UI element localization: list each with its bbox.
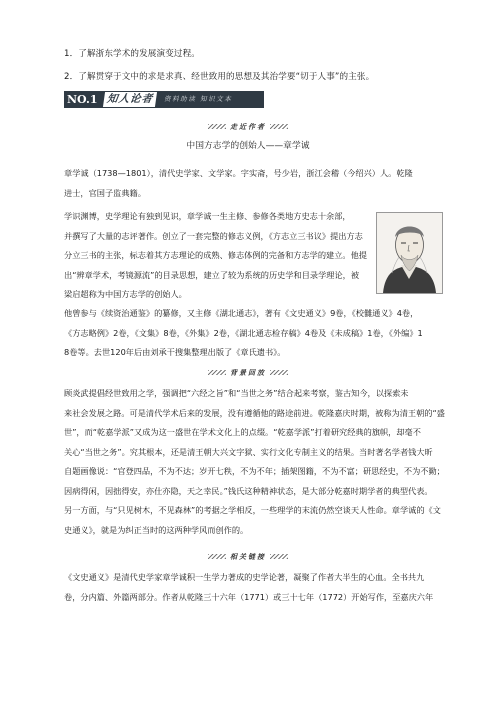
portrait-illustration-icon [376,212,443,294]
learning-goal-1: 1．了解浙东学术的发展演变过程。 [64,49,200,59]
related-paragraph: 《文史通义》是清代史学家章学诚积一生学力著成的史学论著，凝聚了作者大半生的心血。全书共九 卷，分内篇、外篇两部分。作者从乾隆三十六年（1771）或三十七年（1772）开始写作，至嘉庆六年 [64,572,434,602]
section-heading-related: 相关链接 [0,546,496,558]
section-banner [64,91,264,108]
author-paragraph-2: 学识渊博，史学理论有独到见识，章学诚一生主修、参修各类地方史志十余部， 并撰写了大量的志评著作。创立了一套完整的修志义例，《方志立三书议》提出方志 分立三书的主张，标志着其方志理论的成熟、修志体例的完备和方志学的建立。他提 出“辨章学术，考镜源流”的目录思想，建立了较为系统的历史学和目录学理论，被 梁启超称为中国方志学的创始人。 [64,211,367,299]
learning-goal-2: 2．了解贯穿于文中的求是求真、经世致用的思想及其治学要“切于人事”的主张。 [64,72,375,82]
author-paragraph-3: 他曾参与《续资治通鉴》的纂修，又主修《湖北通志》，著有《文史通义》9卷，《校雠通义》4卷， 《方志略例》2卷，《文集》8卷，《外集》2卷，《湖北通志检存稿》4卷及《未成稿》1卷，《外编》1 8卷等。去世120年后由刘承干搜集整理出版了《章氏遗书》。 [64,308,423,357]
hatch-ornament-icon [208,370,226,375]
banner-subtitle: 资料助读 知识文本 [164,95,233,103]
author-paragraph-1: 章学诚（1738—1801），清代史学家、文学家。字实斋，号少岩，浙江会稽（今绍兴）人。乾隆 进士，官国子监典籍。 [64,168,413,198]
hatch-ornament-icon [270,370,288,375]
banner-title: 知人论者 [103,92,157,107]
hatch-ornament-icon [208,554,226,559]
section-heading-background: 背景回放 [0,362,496,374]
section-heading-author: 走近作者 [0,116,496,128]
banner-number: NO.1 [67,93,98,106]
hatch-ornament-icon [270,554,288,559]
author-title: 中国方志学的创始人——章学诚 [186,141,310,151]
background-paragraph: 顾炎武提倡经世致用之学，强调把“六经之旨”和“当世之务”结合起来考察，鉴古知今，以探索未 来社会发展之路。可是清代学术后来的发展，没有遵循他的路途前进。乾隆嘉庆时期，被称为清王朝的“盛 世”，而“乾嘉学派”又成为这一盛世在学术文化上的点缀。“乾嘉学派”打着研究经典的旗帜，却毫不 关心“当世之务”。究其根本，还是清王朝大兴文字狱、实行文化专制主义的结果。当时著名学者钱大昕 自题画像说：“官登四品，不为不达；岁开七秩，不为不年；插架图籍，不为不富；研思经史，不为不勤； 因病得闲，因拙得安，亦仕亦隐，天之幸民。”钱氏这种精神状态，是大部分乾嘉时期学者的典型代表。 另一方面，与“只见树木，不见森林”的考据之学相反，一些理学的末流仍然空谈天人性命。章学诚的《文 史通义》，就是为纠正当时的这两种学风而创作的。 [64,388,445,535]
hatch-ornament-icon [208,124,226,129]
hatch-ornament-icon [270,124,288,129]
